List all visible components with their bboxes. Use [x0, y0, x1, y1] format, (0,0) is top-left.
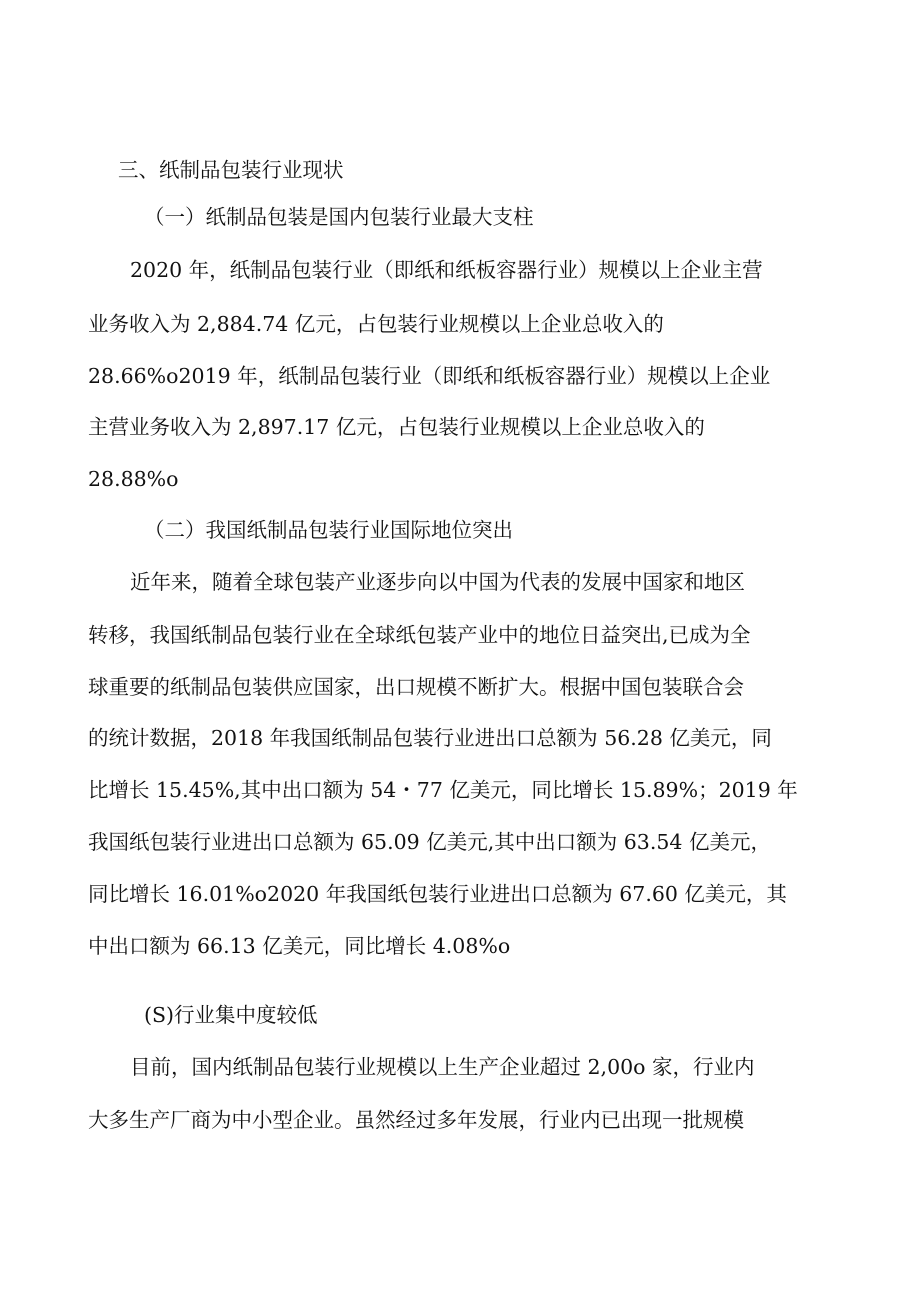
- paragraph-2-line-2: 转移，我国纸制品包装行业在全球纸包装产业中的地位日益突出,已成为全: [88, 623, 751, 647]
- subsection-heading-2: （二）我国纸制品包装行业国际地位突出: [144, 518, 513, 542]
- subsection-heading-1: （一）纸制品包装是国内包装行业最大支柱: [144, 205, 534, 229]
- paragraph-2-line-1: 近年来，随着全球包装产业逐步向以中国为代表的发展中国家和地区: [130, 570, 745, 594]
- paragraph-2-line-8: 中出口额为 66.13 亿美元，同比增长 4.08%o: [88, 934, 511, 958]
- paragraph-1-line-5: 28.88%o: [88, 467, 179, 491]
- section-heading: 三、纸制品包装行业现状: [118, 158, 344, 182]
- paragraph-1-line-2: 业务收入为 2,884.74 亿元，占包装行业规模以上企业总收入的: [88, 312, 664, 336]
- paragraph-1-line-1: 2020 年，纸制品包装行业（即纸和纸板容器行业）规模以上企业主营: [130, 258, 763, 282]
- paragraph-2-line-7: 同比增长 16.01%o2020 年我国纸包装行业进出口总额为 67.60 亿美元，其: [88, 882, 787, 906]
- paragraph-1-line-3: 28.66%o2019 年，纸制品包装行业（即纸和纸板容器行业）规模以上企业: [88, 364, 771, 388]
- paragraph-2-line-4: 的统计数据，2018 年我国纸制品包装行业进出口总额为 56.28 亿美元，同: [88, 726, 772, 750]
- paragraph-2-line-5: 比增长 15.45%,其中出口额为 54・77 亿美元，同比增长 15.89%；2019 年: [88, 778, 798, 802]
- paragraph-2-line-6: 我国纸包装行业进出口总额为 65.09 亿美元,其中出口额为 63.54 亿美元，: [88, 830, 771, 854]
- paragraph-1-line-4: 主营业务收入为 2,897.17 亿元，占包装行业规模以上企业总收入的: [88, 415, 705, 439]
- paragraph-3-line-2: 大多生产厂商为中小型企业。虽然经过多年发展，行业内已出现一批规模: [88, 1108, 744, 1132]
- subsection-heading-3: (S)行业集中度较低: [144, 1003, 318, 1027]
- paragraph-3-line-1: 目前，国内纸制品包装行业规模以上生产企业超过 2,00o 家，行业内: [130, 1055, 755, 1079]
- paragraph-2-line-3: 球重要的纸制品包装供应国家，出口规模不断扩大。根据中国包装联合会: [88, 675, 744, 699]
